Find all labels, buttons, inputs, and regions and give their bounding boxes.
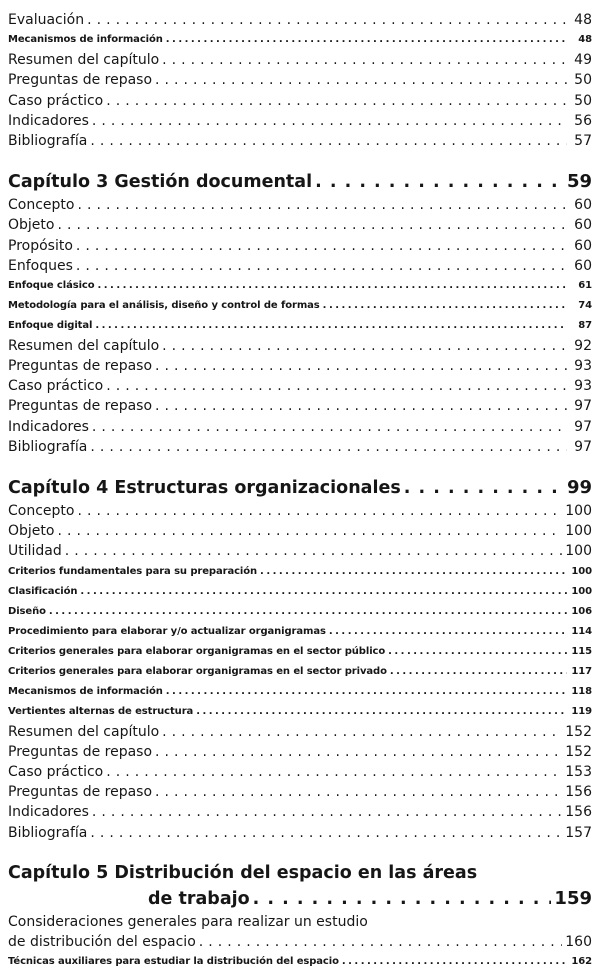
toc-entry-page: 60 — [574, 257, 592, 274]
dot-leader — [90, 823, 562, 843]
dot-leader — [162, 50, 567, 70]
toc-entry-title: Procedimiento para elaborar y/o actualizar organigramas — [8, 625, 326, 637]
toc-entry-page: 117 — [571, 665, 592, 677]
toc-entry[interactable] — [8, 70, 592, 90]
toc-entry[interactable] — [8, 722, 592, 742]
toc-entry-title: Preguntas de repaso — [8, 72, 153, 89]
chapter-3-heading[interactable] — [8, 169, 592, 195]
dot-leader — [106, 376, 567, 396]
chapter-page: 99 — [566, 477, 592, 498]
dot-leader — [76, 236, 567, 256]
dot-leader — [65, 541, 563, 561]
dot-leader — [77, 195, 567, 215]
toc-entry-page: 93 — [574, 378, 592, 395]
toc-subentry[interactable] — [8, 682, 592, 702]
toc-entry[interactable] — [8, 215, 592, 235]
toc-entry[interactable] — [8, 417, 592, 437]
dot-leader — [166, 682, 567, 702]
toc-entry-page: 97 — [574, 398, 592, 415]
chapter-4-heading[interactable] — [8, 475, 592, 501]
toc-entry-page: 60 — [574, 217, 592, 234]
dot-leader — [199, 932, 563, 952]
dot-leader — [155, 396, 567, 416]
toc-entry-title: Caso práctico — [8, 378, 104, 395]
toc-entry-page: 74 — [578, 299, 592, 311]
toc-subentry[interactable] — [8, 952, 592, 972]
toc-entry-title: Preguntas de repaso — [8, 743, 153, 760]
dot-leader — [90, 437, 567, 457]
toc-entry-title: Preguntas de repaso — [8, 398, 153, 415]
dot-leader — [166, 30, 567, 50]
toc-subentry[interactable] — [8, 316, 592, 336]
toc-entry-title: Concepto — [8, 503, 75, 519]
toc-entry[interactable] — [8, 50, 592, 70]
toc-entry-page: 153 — [565, 763, 592, 780]
toc-entry-page: 118 — [571, 685, 592, 697]
toc-entry[interactable] — [8, 762, 592, 782]
toc-entry[interactable] — [8, 336, 592, 356]
toc-entry-page: 100 — [571, 585, 592, 597]
toc-entry-page: 92 — [574, 337, 592, 354]
toc-entry-page: 115 — [571, 645, 592, 657]
toc-entry[interactable] — [8, 823, 592, 843]
toc-entry-page: 50 — [574, 72, 592, 89]
toc-entry-title: Resumen del capítulo — [8, 723, 160, 740]
dot-leader — [49, 602, 567, 622]
toc-entry-page: 152 — [565, 723, 592, 740]
toc-entry-title: Criterios fundamentales para su preparación — [8, 565, 258, 577]
chapter-title: Capítulo 5 Distribución del espacio en las áreas — [8, 862, 478, 883]
toc-entry-title: Resumen del capítulo — [8, 337, 160, 354]
dot-leader — [315, 169, 564, 195]
toc-subentry[interactable] — [8, 276, 592, 296]
chapter-5-entries — [8, 952, 592, 972]
toc-entry-page: 100 — [565, 543, 592, 560]
dot-leader — [253, 886, 552, 912]
chapter-title: Capítulo 3 Gestión documental — [8, 172, 313, 193]
chapter-title-continued: de trabajo — [148, 888, 250, 909]
dot-leader — [155, 782, 562, 802]
toc-entry-title: Mecanismos de información — [8, 685, 163, 697]
toc-block-chapter-2-end — [8, 10, 592, 151]
toc-entry[interactable] — [8, 541, 592, 561]
chapter-title: Capítulo 4 Estructuras organizacionales — [8, 478, 401, 498]
toc-entry-title: Diseño — [8, 605, 46, 617]
toc-subentry[interactable] — [8, 642, 592, 662]
toc-entry-title: Resumen del capítulo — [8, 52, 160, 69]
dot-leader — [87, 10, 567, 30]
dot-leader — [106, 91, 567, 111]
chapter-3-entries — [8, 195, 592, 457]
toc-entry[interactable] — [8, 802, 592, 822]
dot-leader — [260, 562, 567, 582]
chapter-page: 159 — [554, 887, 592, 909]
toc-entry-title: Indicadores — [8, 804, 89, 821]
dot-leader — [92, 802, 562, 822]
toc-entry[interactable] — [8, 256, 592, 276]
toc-entry-title: Metodología para el análisis, diseño y control de formas — [8, 299, 320, 311]
toc-entry-page: 57 — [574, 132, 592, 149]
toc-entry-page: 48 — [574, 12, 592, 28]
toc-entry-title: Criterios generales para elaborar organigramas en el sector privado — [8, 665, 387, 677]
dot-leader — [323, 296, 567, 316]
toc-entry-title: Utilidad — [8, 543, 62, 560]
toc-entry[interactable] — [8, 742, 592, 762]
toc-subentry[interactable] — [8, 602, 592, 622]
toc-entry-page: 152 — [565, 743, 592, 760]
toc-entry-page: 160 — [565, 933, 592, 950]
dot-leader — [90, 131, 567, 151]
toc-entry-title: Vertientes alternas de estructura — [8, 705, 194, 717]
toc-entry-page: 119 — [571, 705, 592, 717]
toc-entry[interactable] — [8, 91, 592, 111]
toc-entry-title: Caso práctico — [8, 763, 104, 780]
dot-leader — [155, 70, 567, 90]
toc-entry-multiline-first[interactable] — [8, 912, 592, 932]
toc-entry-title: Objeto — [8, 523, 55, 540]
dot-leader — [92, 417, 567, 437]
toc-subentry[interactable] — [8, 562, 592, 582]
dot-leader — [404, 475, 564, 501]
toc-entry-page: 93 — [574, 358, 592, 375]
dot-leader — [57, 521, 562, 541]
toc-entry-page: 100 — [565, 523, 592, 540]
dot-leader — [77, 501, 562, 521]
table-of-contents — [8, 10, 592, 972]
toc-subentry[interactable] — [8, 30, 592, 50]
toc-entry[interactable] — [8, 195, 592, 215]
toc-entry-title: Preguntas de repaso — [8, 784, 153, 801]
dot-leader — [57, 215, 567, 235]
toc-entry[interactable] — [8, 111, 592, 131]
toc-subentry[interactable] — [8, 622, 592, 642]
dot-leader — [162, 336, 567, 356]
toc-entry-page: 100 — [565, 503, 592, 519]
toc-entry-page: 49 — [574, 52, 592, 69]
toc-entry-title: Mecanismos de información — [8, 34, 163, 46]
toc-entry-title: Preguntas de repaso — [8, 358, 153, 375]
toc-entry[interactable] — [8, 236, 592, 256]
toc-entry-page: 97 — [574, 418, 592, 435]
toc-entry-title: Caso práctico — [8, 92, 104, 109]
toc-entry-title: Enfoques — [8, 257, 73, 274]
toc-entry-page: 106 — [571, 605, 592, 617]
toc-entry-title: Consideraciones generales para realizar un estudio — [8, 913, 368, 930]
dot-leader — [155, 742, 562, 762]
dot-leader — [155, 356, 567, 376]
toc-entry-page: 48 — [578, 34, 592, 46]
toc-entry[interactable] — [8, 396, 592, 416]
toc-entry-title: Evaluación — [8, 12, 85, 28]
toc-entry-title: de distribución del espacio — [8, 933, 196, 950]
toc-entry-page: 156 — [565, 804, 592, 821]
toc-subentry[interactable] — [8, 296, 592, 316]
toc-entry-title: Clasificación — [8, 585, 78, 597]
dot-leader — [196, 702, 567, 722]
toc-entry-page: 61 — [578, 279, 592, 291]
toc-entry-title: Bibliografía — [8, 438, 88, 455]
toc-entry-title: Enfoque clásico — [8, 279, 95, 291]
dot-leader — [329, 622, 567, 642]
dot-leader — [162, 722, 562, 742]
toc-entry[interactable] — [8, 782, 592, 802]
dot-leader — [80, 582, 567, 602]
dot-leader — [98, 276, 568, 296]
dot-leader — [106, 762, 562, 782]
toc-entry-page: 157 — [565, 824, 592, 841]
toc-entry-title: Bibliografía — [8, 824, 88, 841]
toc-entry-page: 100 — [571, 565, 592, 577]
toc-entry-title: Indicadores — [8, 112, 89, 129]
toc-subentry[interactable] — [8, 702, 592, 722]
dot-leader — [342, 952, 567, 972]
toc-entry[interactable] — [8, 501, 592, 521]
toc-entry[interactable] — [8, 437, 592, 457]
toc-entry-page: 50 — [574, 92, 592, 109]
toc-subentry[interactable] — [8, 582, 592, 602]
toc-subentry[interactable] — [8, 662, 592, 682]
toc-entry-multiline-second[interactable] — [8, 932, 592, 952]
chapter-5-heading-line-1[interactable] — [8, 860, 592, 886]
toc-entry[interactable] — [8, 356, 592, 376]
toc-entry[interactable] — [8, 521, 592, 541]
toc-entry-page: 156 — [565, 784, 592, 801]
dot-leader — [388, 642, 567, 662]
chapter-4-entries — [8, 501, 592, 843]
dot-leader — [76, 256, 567, 276]
toc-entry[interactable] — [8, 376, 592, 396]
dot-leader — [95, 316, 567, 336]
toc-entry-page: 114 — [571, 625, 592, 637]
toc-entry-title: Propósito — [8, 237, 73, 254]
toc-entry-title: Indicadores — [8, 418, 89, 435]
toc-entry-page: 87 — [578, 319, 592, 331]
toc-entry-title: Concepto — [8, 197, 75, 214]
dot-leader — [92, 111, 567, 131]
chapter-5-heading-line-2[interactable] — [8, 886, 592, 912]
chapter-page: 59 — [566, 171, 592, 193]
dot-leader — [390, 662, 567, 682]
toc-entry-title: Objeto — [8, 217, 55, 234]
toc-entry-title: Criterios generales para elaborar organigramas en el sector público — [8, 645, 386, 657]
toc-entry[interactable] — [8, 10, 592, 30]
toc-entry-page: 97 — [574, 438, 592, 455]
toc-entry-title: Técnicas auxiliares para estudiar la distribución del espacio — [8, 955, 339, 967]
toc-entry-page: 60 — [574, 197, 592, 214]
toc-entry-title: Bibliografía — [8, 132, 88, 149]
toc-entry-page: 60 — [574, 237, 592, 254]
toc-entry[interactable] — [8, 131, 592, 151]
toc-entry-title: Enfoque digital — [8, 319, 93, 331]
toc-entry-page: 162 — [571, 955, 592, 967]
toc-entry-page: 56 — [574, 112, 592, 129]
